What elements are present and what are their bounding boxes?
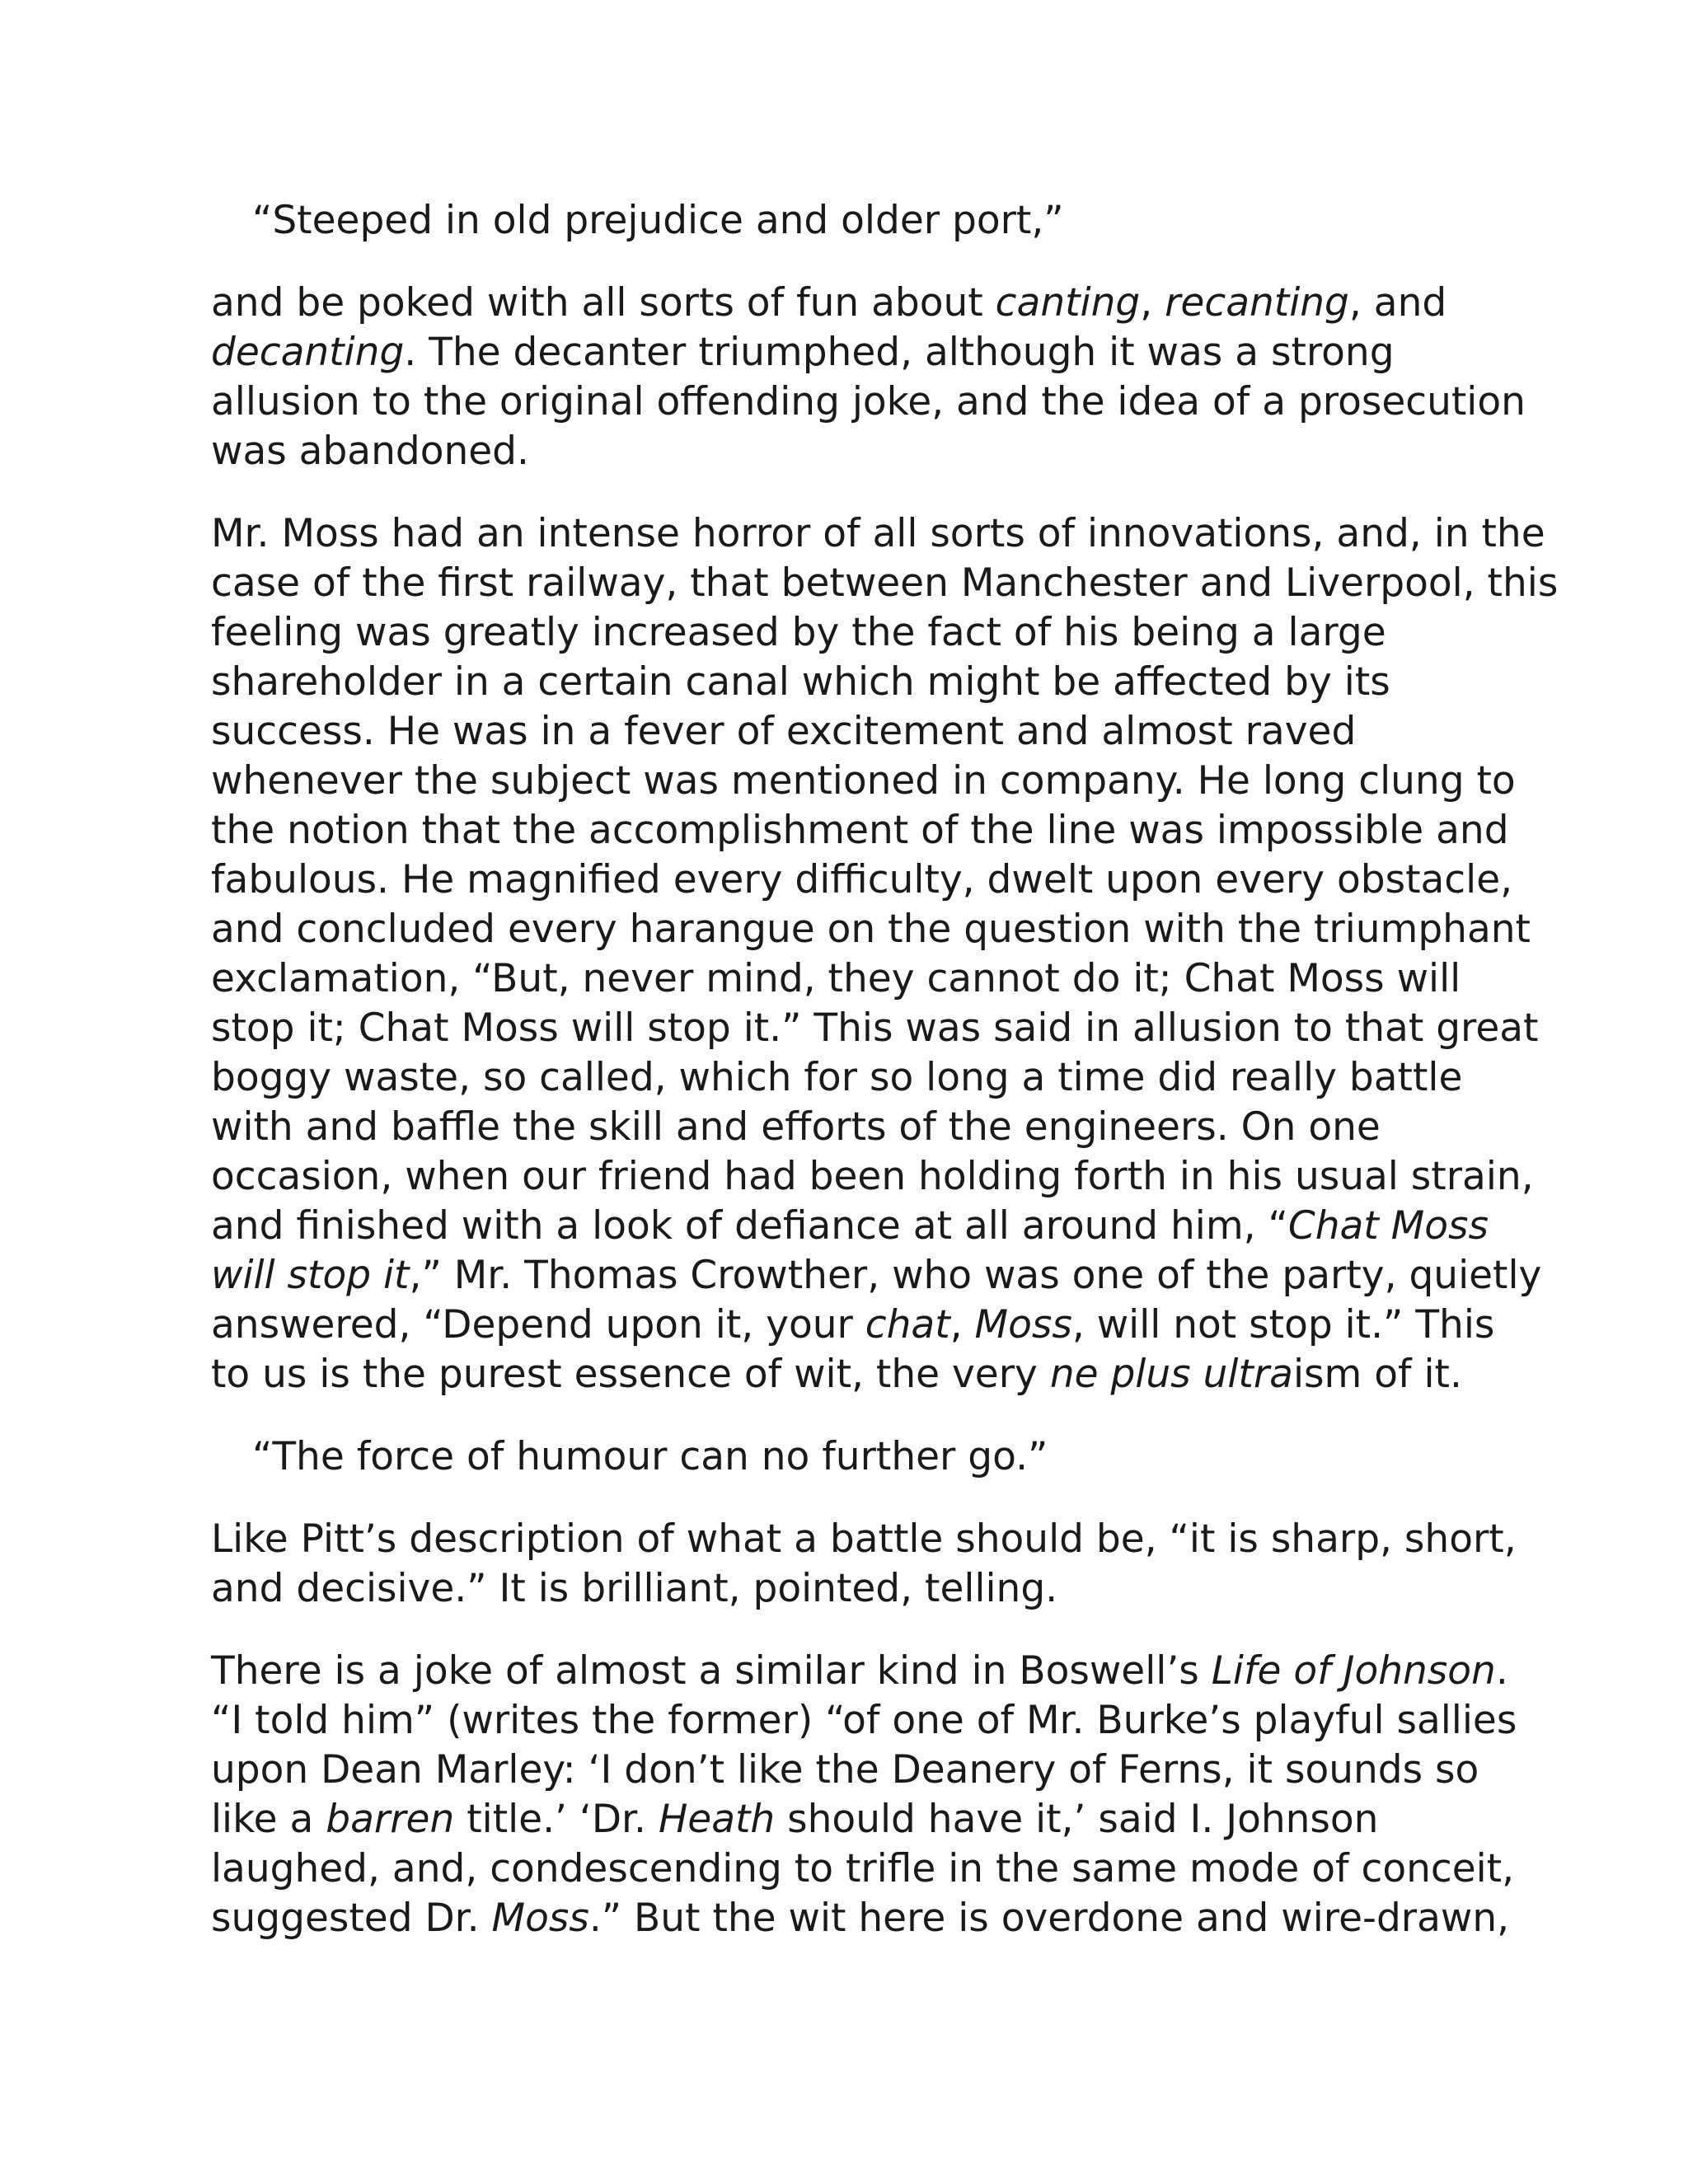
paragraph-2-line: boggy waste, so called, which for so long a time did really battle	[211, 1055, 1463, 1100]
paragraph-2-line: Mr. Moss had an intense horror of all sorts of innovations, and, in the	[211, 511, 1545, 556]
italic-text: chat	[865, 1302, 950, 1347]
paragraph-2-line: feeling was greatly increased by the fact of his being a large	[211, 610, 1386, 655]
italic-text: will stop it	[211, 1253, 410, 1298]
italic-text: Heath	[658, 1797, 776, 1842]
paragraph-2-line: whenever the subject was mentioned in company. He long clung to	[211, 758, 1516, 804]
paragraph-2-line: occasion, when our friend had been holding forth in his usual strain,	[211, 1154, 1534, 1199]
italic-text: Life of Johnson	[1211, 1648, 1496, 1694]
paragraph-2-line: the notion that the accomplishment of the line was impossible and	[211, 808, 1509, 853]
paragraph-3-line: Like Pitt’s description of what a battle should be, “it is sharp, short,	[211, 1516, 1517, 1562]
paragraph-4	[211, 1647, 1517, 1943]
paragraph-2-line: success. He was in a fever of excitement and almost raved	[211, 709, 1357, 754]
italic-text: Chat Moss	[1287, 1203, 1489, 1249]
paragraph-2-line: shareholder in a certain canal which might be affected by its	[211, 659, 1390, 705]
italic-text: recanting	[1165, 280, 1349, 326]
paragraph-3	[211, 1515, 1517, 1614]
paragraph-2-line: will stop it,” Mr. Thomas Crowther, who was one of the party, quietly	[211, 1253, 1542, 1298]
paragraph-1-line: allusion to the original offending joke, and the idea of a prosecution	[211, 379, 1526, 424]
paragraph-2-line: stop it; Chat Moss will stop it.” This was said in allusion to that great	[211, 1005, 1539, 1051]
paragraph-2-line: to us is the purest essence of wit, the very ne plus ultraism of it.	[211, 1352, 1462, 1397]
italic-text: Moss	[974, 1302, 1072, 1347]
paragraph-1-line: and be poked with all sorts of fun about canting, recanting, and	[211, 280, 1447, 326]
paragraph-4-line: upon Dean Marley: ‘I don’t like the Deanery of Ferns, it sounds so	[211, 1747, 1479, 1793]
verse-quote-1: “Steeped in old prejudice and older port,”	[252, 198, 1064, 243]
paragraph-1-line: decanting. The decanter triumphed, although it was a strong	[211, 330, 1395, 375]
paragraph-4-line: “I told him” (writes the former) “of one of Mr. Burke’s playful sallies	[211, 1698, 1517, 1743]
paragraph-1-line: was abandoned.	[211, 429, 529, 474]
paragraph-2-line: with and baffle the skill and efforts of the engineers. On one	[211, 1104, 1381, 1150]
italic-text: decanting	[211, 330, 405, 375]
italic-text: canting	[995, 280, 1141, 326]
paragraph-4-line: laughed, and, condescending to trifle in the same mode of conceit,	[211, 1846, 1515, 1891]
paragraph-4-line: suggested Dr. Moss.” But the wit here is overdone and wire-drawn,	[211, 1896, 1510, 1941]
paragraph-2-line: answered, “Depend upon it, your chat, Moss, will not stop it.” This	[211, 1302, 1495, 1347]
italic-text: barren	[326, 1797, 455, 1842]
paragraph-2-line: exclamation, “But, never mind, they cannot do it; Chat Moss will	[211, 956, 1461, 1001]
italic-text: ne plus ultra	[1049, 1352, 1293, 1397]
page-text	[211, 196, 1559, 1943]
paragraph-1	[211, 279, 1526, 476]
paragraph-4-line: like a barren title.’ ‘Dr. Heath should have it,’ said I. Johnson	[211, 1797, 1379, 1842]
paragraph-2	[211, 509, 1559, 1399]
paragraph-4-line: There is a joke of almost a similar kind in Boswell’s Life of Johnson.	[211, 1648, 1508, 1694]
paragraph-3-line: and decisive.” It is brilliant, pointed, telling.	[211, 1566, 1058, 1611]
paragraph-2-line: and concluded every harangue on the question with the triumphant	[211, 907, 1531, 952]
paragraph-2-line: fabulous. He magnified every difficulty, dwelt upon every obstacle,	[211, 857, 1513, 902]
italic-text: Moss	[491, 1896, 589, 1941]
verse-quote-2: “The force of humour can no further go.”	[252, 1434, 1048, 1479]
paragraph-2-line: case of the first railway, that between Manchester and Liverpool, this	[211, 560, 1559, 606]
paragraph-2-line: and finished with a look of defiance at all around him, “Chat Moss	[211, 1203, 1489, 1249]
